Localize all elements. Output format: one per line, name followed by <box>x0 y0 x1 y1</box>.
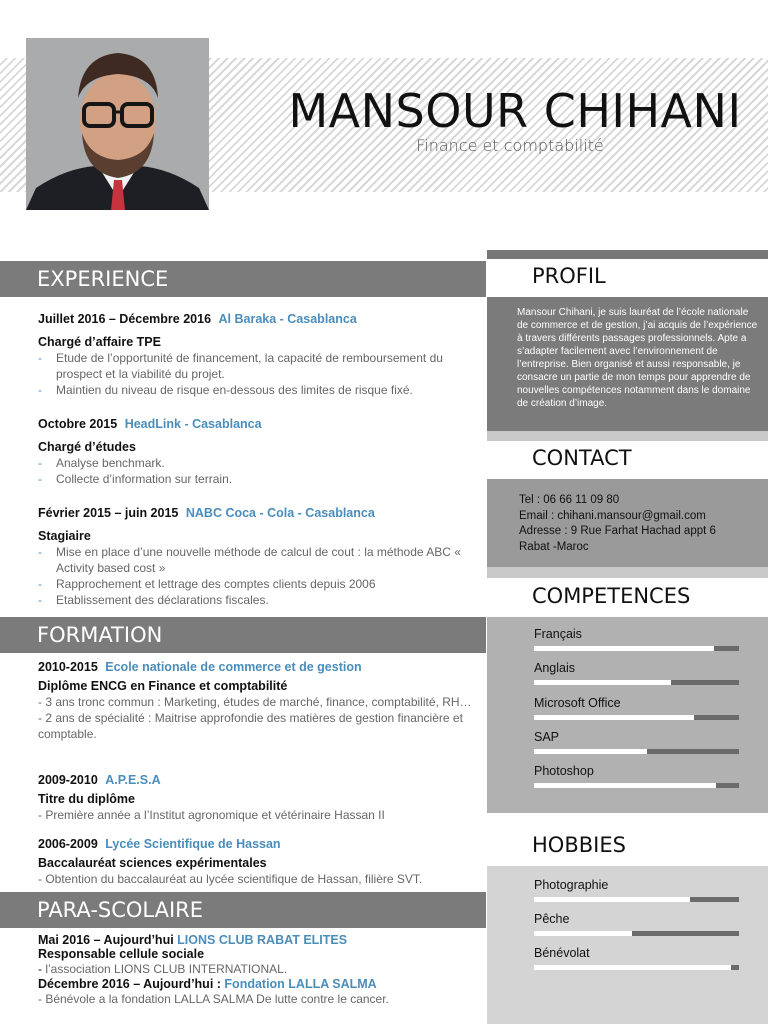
skill-item <box>534 661 744 685</box>
experience-heading: EXPERIENCE <box>0 261 486 297</box>
experience-date-line <box>38 417 478 431</box>
parascolaire-date: Mai 2016 – Aujourd’hui <box>38 933 174 947</box>
contact-address-line2: Rabat -Maroc <box>519 540 589 553</box>
skill-level-fill <box>534 680 671 685</box>
hobby-item <box>534 912 744 936</box>
experience-date: Février 2015 – juin 2015 <box>38 506 179 520</box>
formation-detail: - 2 ans de spécialité : Maitrise approfondie des matières de gestion financière et comptable. <box>38 711 463 741</box>
contact-heading: CONTACT <box>532 446 632 470</box>
profil-box <box>487 297 768 431</box>
skill-label: Photoshop <box>534 764 594 778</box>
formation-degree: Diplôme ENCG en Finance et comptabilité <box>38 679 288 693</box>
skill-level-fill <box>534 783 716 788</box>
experience-org: HeadLink - Casablanca <box>124 417 262 431</box>
experience-date: Juillet 2016 – Décembre 2016 <box>38 312 212 326</box>
experience-date-line <box>38 312 478 326</box>
skill-label: SAP <box>534 730 560 744</box>
hobby-level-fill <box>534 897 690 902</box>
skill-bar <box>534 646 739 651</box>
hobby-level-fill <box>534 931 632 936</box>
skill-bar <box>534 680 739 685</box>
experience-date: Octobre 2015 <box>38 417 118 431</box>
hobby-label: Photographie <box>534 878 609 892</box>
experience-entry <box>38 312 478 398</box>
skill-label: Anglais <box>534 661 575 675</box>
parascolaire-heading: PARA-SCOLAIRE <box>0 892 486 928</box>
hobby-label: Bénévolat <box>534 946 590 960</box>
experience-entry <box>38 417 478 487</box>
parascolaire-role: Responsable cellule sociale <box>38 947 205 961</box>
formation-degree: Baccalauréat sciences expérimentales <box>38 856 267 870</box>
formation-date: 2010-2015 <box>38 660 98 674</box>
formation-school: A.P.E.S.A <box>105 773 161 787</box>
hobby-item <box>534 946 744 970</box>
hobbies-heading: HOBBIES <box>532 833 626 857</box>
skill-label: Français <box>534 627 582 641</box>
formation-date: 2009-2010 <box>38 773 98 787</box>
person-photo-icon <box>26 38 209 210</box>
parascolaire-date-line <box>38 933 478 947</box>
parascolaire-date-line <box>38 977 478 991</box>
formation-date-line <box>38 837 478 851</box>
formation-detail: - Première année a l’Institut agronomique et vétérinaire Hassan II <box>38 808 385 822</box>
skill-item <box>534 764 744 788</box>
experience-org: NABC Coca - Cola - Casablanca <box>185 506 375 520</box>
parascolaire-org: LIONS CLUB RABAT ELITES <box>177 933 348 947</box>
formation-detail: - 3 ans tronc commun : Marketing, études de marché, finance, comptabilité, RH… <box>38 695 472 709</box>
parascolaire-detail-text: l’association LIONS CLUB INTERNATIONAL. <box>45 962 288 976</box>
contact-bottom-strip <box>487 567 768 578</box>
hobbies-box <box>487 866 768 1024</box>
skill-level-fill <box>534 715 694 720</box>
contact-box <box>487 479 768 578</box>
candidate-title: Finance et comptabilité <box>416 136 604 155</box>
parascolaire-dash: - <box>38 962 46 976</box>
experience-task: - Maintien du niveau de risque en-dessous des limites de risque fixé. <box>38 382 478 398</box>
parascolaire-org: Fondation LALLA SALMA <box>224 977 377 991</box>
experience-task: - Etude de l’opportunité de financement, la capacité de remboursement du prospect et la viabilité du projet. <box>38 350 478 382</box>
skill-item <box>534 627 744 651</box>
hobby-label: Pêche <box>534 912 570 926</box>
skill-bar <box>534 715 739 720</box>
experience-task: - Collecte d’information sur terrain. <box>38 471 478 487</box>
formation-degree: Titre du diplôme <box>38 792 135 806</box>
experience-date-line <box>38 506 478 520</box>
experience-tasks <box>38 350 478 398</box>
experience-tasks <box>38 544 478 608</box>
experience-role: Chargé d’études <box>38 440 136 454</box>
formation-entry <box>38 660 478 742</box>
profil-bottom-strip <box>487 431 768 441</box>
formation-school: Lycée Scientifique de Hassan <box>105 837 281 851</box>
competences-box <box>487 617 768 813</box>
formation-detail: - Obtention du baccalauréat au lycée scientifique de Hassan, filière SVT. <box>38 872 423 886</box>
hobby-bar <box>534 897 739 902</box>
skill-bar <box>534 749 739 754</box>
skill-bar <box>534 783 739 788</box>
hobby-item <box>534 878 744 902</box>
competences-heading: COMPETENCES <box>532 584 691 608</box>
experience-role: Chargé d’affaire TPE <box>38 335 161 349</box>
skill-level-fill <box>534 749 647 754</box>
experience-task: - Rapprochement et lettrage des comptes clients depuis 2006 <box>38 576 478 592</box>
hobby-level-fill <box>534 965 731 970</box>
formation-entry <box>38 773 478 823</box>
formation-school: Ecole nationale de commerce et de gestion <box>105 660 362 674</box>
hobby-bar <box>534 931 739 936</box>
experience-org: Al Baraka - Casablanca <box>218 312 357 326</box>
profil-text: Mansour Chihani, je suis lauréat de l’école nationale de commerce et de gestion, j’ai acquis de l’expérience à travers différents passages professionnels. Apte a s’adapter facilement avec l’environnement de l’entreprise. Bien organisé et aussi responsable, je consacre un partie de mon temps pour apprendre de nouvelles compétences notamment dans le domaine de création d’image. <box>517 307 758 409</box>
candidate-name: MANSOUR CHIHANI <box>288 84 742 138</box>
profile-photo <box>26 38 209 210</box>
skill-item <box>534 696 744 720</box>
parascolaire-detail <box>38 961 478 977</box>
hobby-bar <box>534 965 739 970</box>
contact-phone: Tel : 06 66 11 09 80 <box>519 494 620 506</box>
contact-address-line1: Adresse : 9 Rue Farhat Hachad appt 6 <box>519 525 716 537</box>
formation-date: 2006-2009 <box>38 837 98 851</box>
skill-level-fill <box>534 646 714 651</box>
experience-task: - Analyse benchmark. <box>38 455 478 471</box>
contact-email: Email : chihani.mansour@gmail.com <box>519 509 706 522</box>
experience-task: - Mise en place d’une nouvelle méthode de calcul de cout : la méthode ABC « Activity based cost » <box>38 544 478 576</box>
parascolaire-detail: - Bénévole a la fondation LALLA SALMA De lutte contre le cancer. <box>38 992 389 1006</box>
experience-task: - Etablissement des déclarations fiscales. <box>38 592 478 608</box>
profil-heading: PROFIL <box>532 264 606 288</box>
experience-entry <box>38 506 478 608</box>
parascolaire-entries <box>38 933 478 1007</box>
right-column-top-bar <box>487 250 768 259</box>
skill-label: Microsoft Office <box>534 696 621 710</box>
formation-date-line <box>38 773 478 787</box>
parascolaire-date: Décembre 2016 – Aujourd’hui : <box>38 977 221 991</box>
formation-date-line <box>38 660 478 674</box>
formation-heading: FORMATION <box>0 617 486 653</box>
formation-entry <box>38 837 478 887</box>
experience-tasks <box>38 455 478 487</box>
skill-item <box>534 730 744 754</box>
experience-role: Stagiaire <box>38 529 91 543</box>
